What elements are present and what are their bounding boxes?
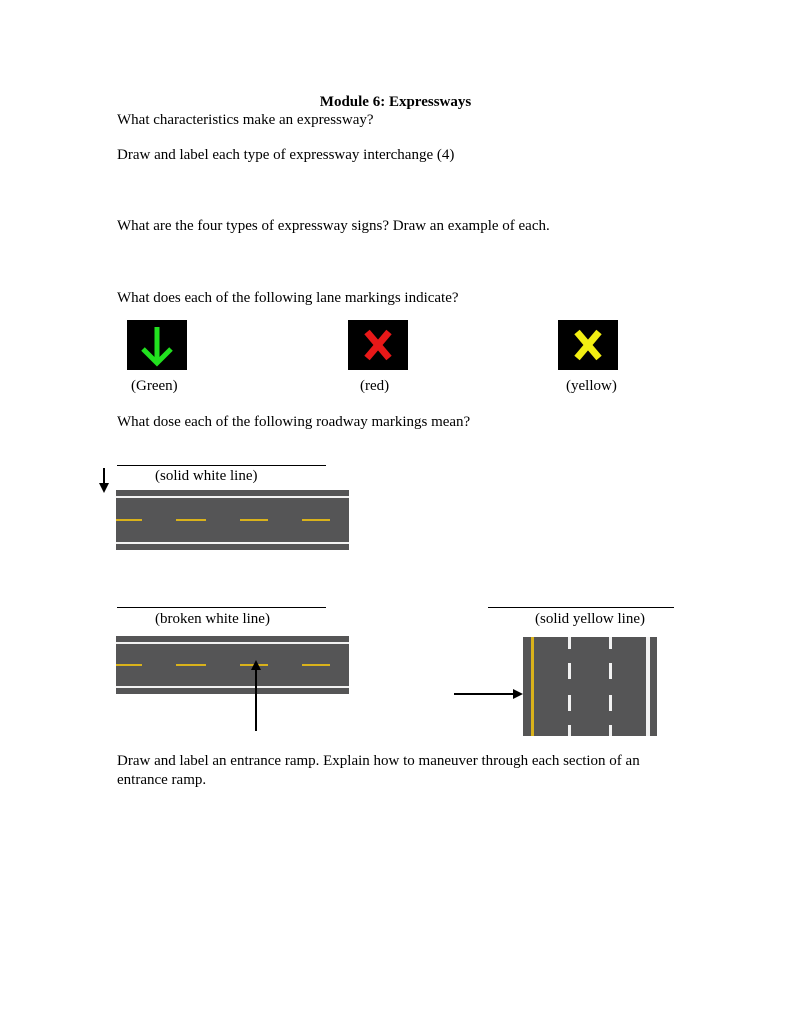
page-title: Module 6: Expressways <box>319 94 472 110</box>
yellow-signal-label: (yellow) <box>566 378 617 394</box>
yellow-x-signal <box>558 320 618 370</box>
road-solid-white <box>116 490 349 550</box>
question-interchanges: Draw and label each type of expressway interchange (4) <box>117 147 455 163</box>
question-entrance-ramp-cont: entrance ramp. <box>117 772 207 788</box>
answer-line-solid-yellow[interactable] <box>488 607 674 608</box>
solid-yellow-label: (solid yellow line) <box>535 611 645 627</box>
question-entrance-ramp: Draw and label an entrance ramp. Explain how to maneuver through each section of an <box>117 753 640 769</box>
red-x-icon <box>348 320 408 370</box>
question-lane-markings: What does each of the following lane markings indicate? <box>117 290 459 306</box>
broken-white-label: (broken white line) <box>155 611 270 627</box>
road-broken-white <box>116 636 349 694</box>
yellow-x-icon <box>558 320 618 370</box>
down-arrow-icon <box>127 320 187 370</box>
red-signal-label: (red) <box>360 378 390 394</box>
red-x-signal <box>348 320 408 370</box>
question-characteristics: What characteristics make an expressway? <box>117 112 374 128</box>
question-signs: What are the four types of expressway signs? Draw an example of each. <box>117 218 550 234</box>
question-roadway-markings: What dose each of the following roadway markings mean? <box>117 414 471 430</box>
answer-line-broken-white[interactable] <box>117 607 326 608</box>
road-vertical <box>523 637 657 736</box>
answer-line-solid-white[interactable] <box>117 465 326 466</box>
solid-white-label: (solid white line) <box>155 468 258 484</box>
green-arrow-signal <box>127 320 187 370</box>
green-signal-label: (Green) <box>131 378 178 394</box>
